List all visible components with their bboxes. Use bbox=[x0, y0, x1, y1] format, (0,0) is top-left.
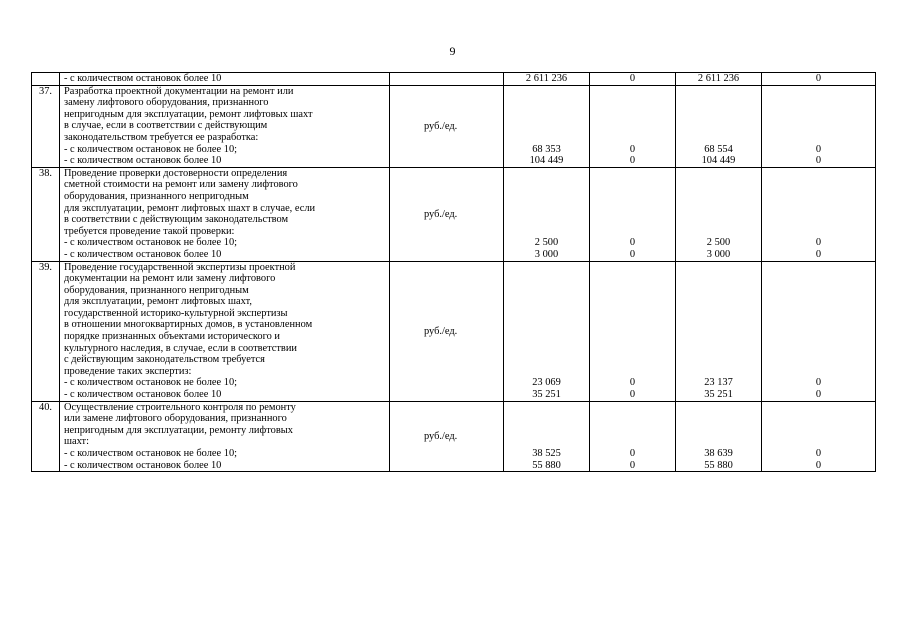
unit-cell bbox=[390, 401, 504, 472]
unit-cell bbox=[390, 261, 504, 401]
value-cell: 38 525 55 880 bbox=[504, 401, 590, 472]
table-row bbox=[32, 167, 876, 261]
value-cell: 23 137 35 251 bbox=[676, 261, 762, 401]
page-number: 9 bbox=[449, 44, 456, 58]
value-cell: 68 554 104 449 bbox=[676, 85, 762, 167]
value-cell: 68 353 104 449 bbox=[504, 85, 590, 167]
row-number-cell: 39. bbox=[32, 261, 60, 401]
row-number-cell: 37. bbox=[32, 85, 60, 167]
unit-cell bbox=[390, 73, 504, 86]
unit-label: руб./ед. bbox=[424, 208, 458, 220]
value-cell: 0 0 bbox=[590, 85, 676, 167]
description-cell bbox=[60, 73, 390, 86]
value-cell: 0 0 bbox=[590, 401, 676, 472]
value-cell: 2 500 3 000 bbox=[676, 167, 762, 261]
table-row bbox=[32, 401, 876, 472]
value-cell: 0 bbox=[762, 73, 876, 86]
value-cell: 0 0 bbox=[762, 167, 876, 261]
description-cell: Разработка проектной документации на ремонт или замену лифтового оборудования, признанного непригодным для эксплуатации, ремонт лифтовых шахт в случае, если в соответствии с действующим законодательством требуется ее разработка: - с количеством остановок не более 10; - с количеством остановок более 10 bbox=[60, 85, 390, 167]
value-cell: 0 0 bbox=[590, 261, 676, 401]
unit-label: руб./ед. bbox=[424, 120, 458, 132]
value-cell: 2 500 3 000 bbox=[504, 167, 590, 261]
unit-cell bbox=[390, 167, 504, 261]
row-number-cell: 40. bbox=[32, 401, 60, 472]
value-cell: 2 611 236 bbox=[504, 73, 590, 86]
description-line: - с количеством остановок более 10 bbox=[64, 73, 222, 84]
value-cell: 38 639 55 880 bbox=[676, 401, 762, 472]
value-cell: 2 611 236 bbox=[676, 73, 762, 86]
unit-cell bbox=[390, 85, 504, 167]
tariff-table bbox=[31, 72, 876, 472]
table-row bbox=[32, 85, 876, 167]
unit-label: руб./ед. bbox=[424, 430, 458, 442]
description-cell: Осуществление строительного контроля по ремонту или замене лифтового оборудования, признанного непригодным для эксплуатации, ремонту лифтовых шахт: - с количеством остановок не более 10; - с количеством остановок более 10 bbox=[60, 401, 390, 472]
value-cell: 0 0 bbox=[762, 85, 876, 167]
value-cell: 0 0 bbox=[762, 261, 876, 401]
table-row bbox=[32, 261, 876, 401]
description-cell: Проведение проверки достоверности определения сметной стоимости на ремонт или замену лифтового оборудования, признанного непригодным для эксплуатации, ремонт лифтовых шахт в случае, если в соответствии с действующим законодательством требуется проведение такой проверки: - с количеством остановок не более 10; - с количеством остановок более 10 bbox=[60, 167, 390, 261]
value-cell: 23 069 35 251 bbox=[504, 261, 590, 401]
unit-label: руб./ед. bbox=[424, 325, 458, 337]
value-cell: 0 0 bbox=[762, 401, 876, 472]
row-number-cell: 38. bbox=[32, 167, 60, 261]
value-cell: 0 bbox=[590, 73, 676, 86]
table-row bbox=[32, 73, 876, 86]
value-cell: 0 0 bbox=[590, 167, 676, 261]
description-cell: Проведение государственной экспертизы проектной документации на ремонт или замену лифтового оборудования, признанного непригодным для эксплуатации, ремонт лифтовых шахт, государственной историко-культурной экспертизы в отношении многоквартирных домов, в установленном порядке признанных объектами исторического и культурного наследия, в случае, если в соответствии с действующим законодательством требуется проведение таких экспертиз: - с количеством остановок не более 10; - с количеством остановок более 10 bbox=[60, 261, 390, 401]
row-number-cell bbox=[32, 73, 60, 86]
